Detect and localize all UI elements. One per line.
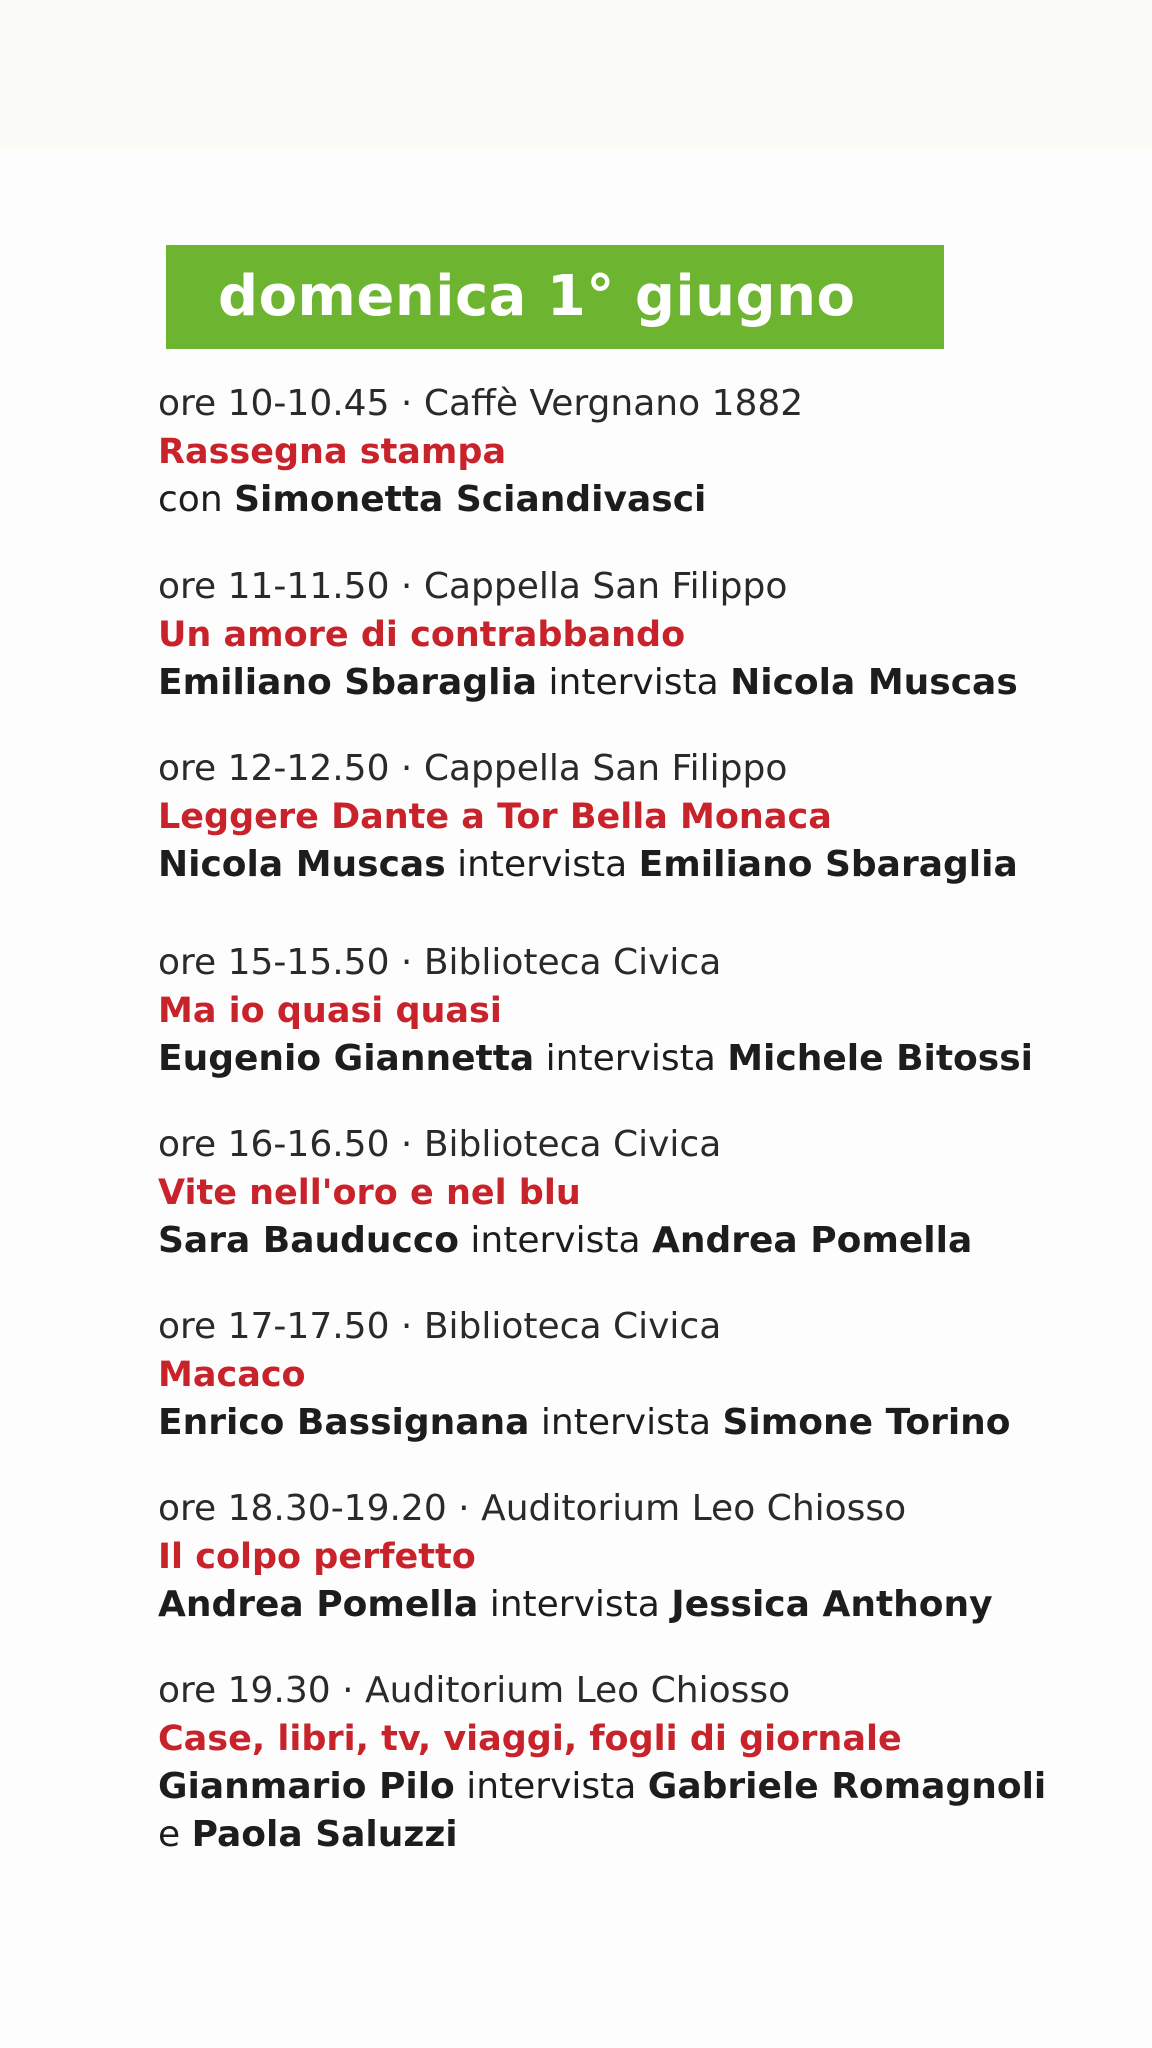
speaker-name: Nicola Muscas [730,662,1018,703]
event-speakers [158,1581,1058,1629]
speaker-connector: intervista [454,1766,648,1807]
event-item [158,939,1058,1083]
event-time-venue: ore 10-10.45 · Caffè Vergnano 1882 [158,383,804,424]
speaker-name: Emiliano Sbaraglia [158,662,538,703]
event-speakers [158,1217,1058,1265]
speaker-name: Sara Bauducco [158,1220,459,1261]
event-title: Macaco [158,1355,306,1395]
speaker-name: Andrea Pomella [652,1220,973,1261]
event-time-venue: ore 11-11.50 · Cappella San Filippo [158,566,788,607]
event-item [158,1303,1058,1447]
speaker-name: Gabriele Romagnoli [647,1766,1047,1807]
speaker-connector: intervista [537,662,731,703]
event-time-venue: ore 19.30 · Auditorium Leo Chiosso [158,1670,791,1711]
event-title: Il colpo perfetto [158,1537,476,1577]
event-item [158,1121,1058,1265]
event-time-venue: ore 12-12.50 · Cappella San Filippo [158,748,788,789]
event-speakers [158,659,1058,707]
event-time-venue: ore 18.30-19.20 · Auditorium Leo Chiosso [158,1488,907,1529]
speaker-connector: intervista [529,1402,723,1443]
event-title: Vite nell'oro e nel blu [158,1173,581,1213]
speaker-name: Jessica Anthony [671,1584,993,1625]
event-title: Case, libri, tv, viaggi, fogli di giornale [158,1719,902,1759]
event-speakers [158,476,1058,524]
event-time-venue: ore 15-15.50 · Biblioteca Civica [158,942,722,983]
speaker-connector: intervista [445,844,639,885]
event-speakers [158,841,1058,889]
event-title: Rassegna stampa [158,432,507,472]
speaker-name: Paola Saluzzi [191,1814,458,1855]
event-item [158,563,1058,707]
speaker-connector: e [158,1814,192,1855]
event-time-venue: ore 17-17.50 · Biblioteca Civica [158,1306,722,1347]
event-title: Leggere Dante a Tor Bella Monaca [158,797,832,837]
speaker-name: Simonetta Sciandivasci [234,479,707,520]
speaker-connector: intervista [534,1038,728,1079]
speaker-name: Emiliano Sbaraglia [638,844,1018,885]
event-time-venue: ore 16-16.50 · Biblioteca Civica [158,1124,722,1165]
event-item [158,380,1058,524]
speaker-name: Michele Bitossi [727,1038,1033,1079]
speaker-connector: intervista [478,1584,672,1625]
speaker-connector: con [158,479,235,520]
event-item [158,1667,1058,1859]
event-item [158,745,1058,889]
speaker-name: Simone Torino [722,1402,1011,1443]
speaker-name: Enrico Bassignana [158,1402,530,1443]
event-speakers [158,1035,1058,1083]
event-title: Un amore di contrabbando [158,615,686,655]
event-speakers [158,1763,1058,1811]
event-speakers-continued [158,1811,1058,1859]
event-title: Ma io quasi quasi [158,991,502,1031]
page-title: domenica 1° giugno [218,264,856,329]
speaker-name: Eugenio Giannetta [158,1038,535,1079]
speaker-connector: intervista [458,1220,652,1261]
event-speakers [158,1399,1058,1447]
speaker-name: Gianmario Pilo [158,1766,455,1807]
speaker-name: Andrea Pomella [158,1584,479,1625]
event-item [158,1485,1058,1629]
speaker-name: Nicola Muscas [158,844,446,885]
